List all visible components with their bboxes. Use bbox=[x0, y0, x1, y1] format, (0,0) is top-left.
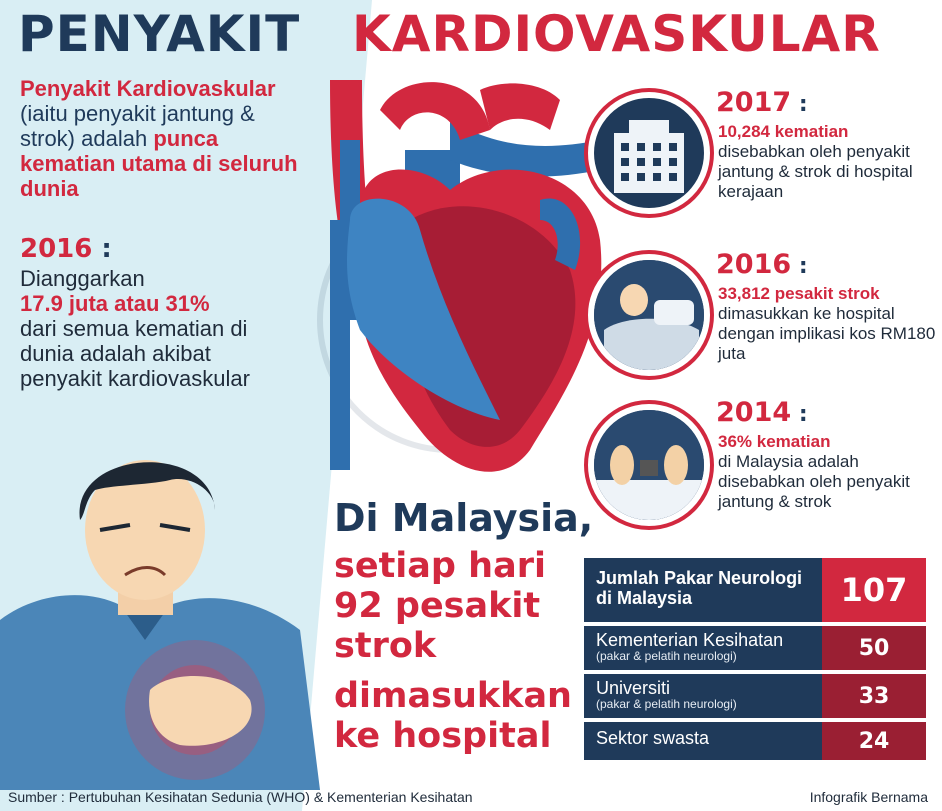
item-1-highlight: 10,284 kematian bbox=[718, 122, 849, 141]
left-stat bbox=[20, 266, 290, 391]
circle-deceased bbox=[584, 400, 714, 530]
item-3-body: di Malaysia adalah disebabkan oleh penyakit jantung & strok bbox=[718, 452, 910, 511]
table-header-label-text: Jumlah Pakar Neurologi di Malaysia bbox=[596, 568, 803, 608]
item-2-body: dimasukkan ke hospital dengan implikasi kos RM180 juta bbox=[718, 304, 936, 363]
hospital-building-icon bbox=[594, 98, 704, 208]
intro-red: Penyakit Kardiovaskular bbox=[20, 76, 276, 101]
footer-source: Sumber : Pertubuhan Kesihatan Sedunia (WHO) & Kementerian Kesihatan bbox=[8, 789, 473, 805]
malaysia-line-4: strok bbox=[334, 626, 437, 666]
circle-hospital bbox=[584, 88, 714, 218]
malaysia-line-5: dimasukkan bbox=[334, 676, 572, 716]
man-chest-pain-illustration bbox=[0, 430, 330, 790]
item-3-highlight: 36% kematian bbox=[718, 432, 831, 451]
table-row-3-label-text: Sektor swasta bbox=[596, 728, 710, 748]
table-row bbox=[584, 626, 926, 670]
table-row-3-label bbox=[584, 722, 822, 760]
item-3-text bbox=[718, 432, 918, 512]
table-row-2-label bbox=[584, 674, 822, 718]
intro-text bbox=[20, 76, 310, 201]
item-2-year-value: 2016 bbox=[716, 249, 792, 280]
item-2-text bbox=[718, 284, 938, 364]
item-3-year: 2014 : bbox=[716, 397, 808, 428]
table-row-2-label-text: Universiti bbox=[596, 678, 671, 698]
table-row-1-label bbox=[584, 626, 822, 670]
patient-bed-icon bbox=[594, 260, 704, 370]
table-header-row bbox=[584, 558, 926, 622]
item-1-year: 2017 : bbox=[716, 87, 808, 118]
left-year-value: 2016 bbox=[20, 234, 93, 264]
table-row-2-value: 33 bbox=[822, 674, 926, 718]
table-row-1-sub: (pakar & pelatih neurologi) bbox=[596, 649, 737, 663]
footer-credit: Infografik Bernama bbox=[809, 789, 928, 805]
left-year: 2016 : bbox=[20, 234, 112, 264]
malaysia-line-6: ke hospital bbox=[334, 716, 552, 756]
item-2-year: 2016 : bbox=[716, 249, 808, 280]
table-row-1-value: 50 bbox=[822, 626, 926, 670]
table-header-value: 107 bbox=[822, 558, 926, 622]
malaysia-line-3: 92 pesakit bbox=[334, 586, 541, 626]
item-1-text bbox=[718, 122, 928, 202]
intro-plain: (iaitu penyakit jantung & strok) adalah bbox=[20, 101, 255, 151]
deceased-feet-icon bbox=[594, 410, 704, 520]
item-3-year-value: 2014 bbox=[716, 397, 792, 428]
malaysia-line-2: setiap hari bbox=[334, 546, 546, 586]
item-1-body: disebabkan oleh penyakit jantung & strok di hospital kerajaan bbox=[718, 142, 913, 201]
table-row bbox=[584, 722, 926, 760]
circle-patient bbox=[584, 250, 714, 380]
malaysia-line-1: Di Malaysia, bbox=[334, 496, 594, 540]
table-header-label bbox=[584, 558, 822, 622]
left-stat-pre: Dianggarkan bbox=[20, 266, 145, 291]
left-stat-red: 17.9 juta atau 31% bbox=[20, 291, 210, 316]
table-row-1-label-text: Kementerian Kesihatan bbox=[596, 630, 784, 650]
heart-illustration bbox=[300, 70, 620, 490]
left-stat-post: dari semua kematian di dunia adalah akibat penyakit kardiovaskular bbox=[20, 316, 250, 391]
intro-red-2: punca kematian utama di seluruh dunia bbox=[20, 126, 298, 201]
table-row bbox=[584, 674, 926, 718]
title-part-1: PENYAKIT bbox=[18, 5, 301, 63]
item-1-year-value: 2017 bbox=[716, 87, 792, 118]
item-2-highlight: 33,812 pesakit strok bbox=[718, 284, 880, 303]
title-part-2: KARDIOVASKULAR bbox=[352, 5, 881, 63]
table-row-3-value: 24 bbox=[822, 722, 926, 760]
table-row-2-sub: (pakar & pelatih neurologi) bbox=[596, 697, 737, 711]
